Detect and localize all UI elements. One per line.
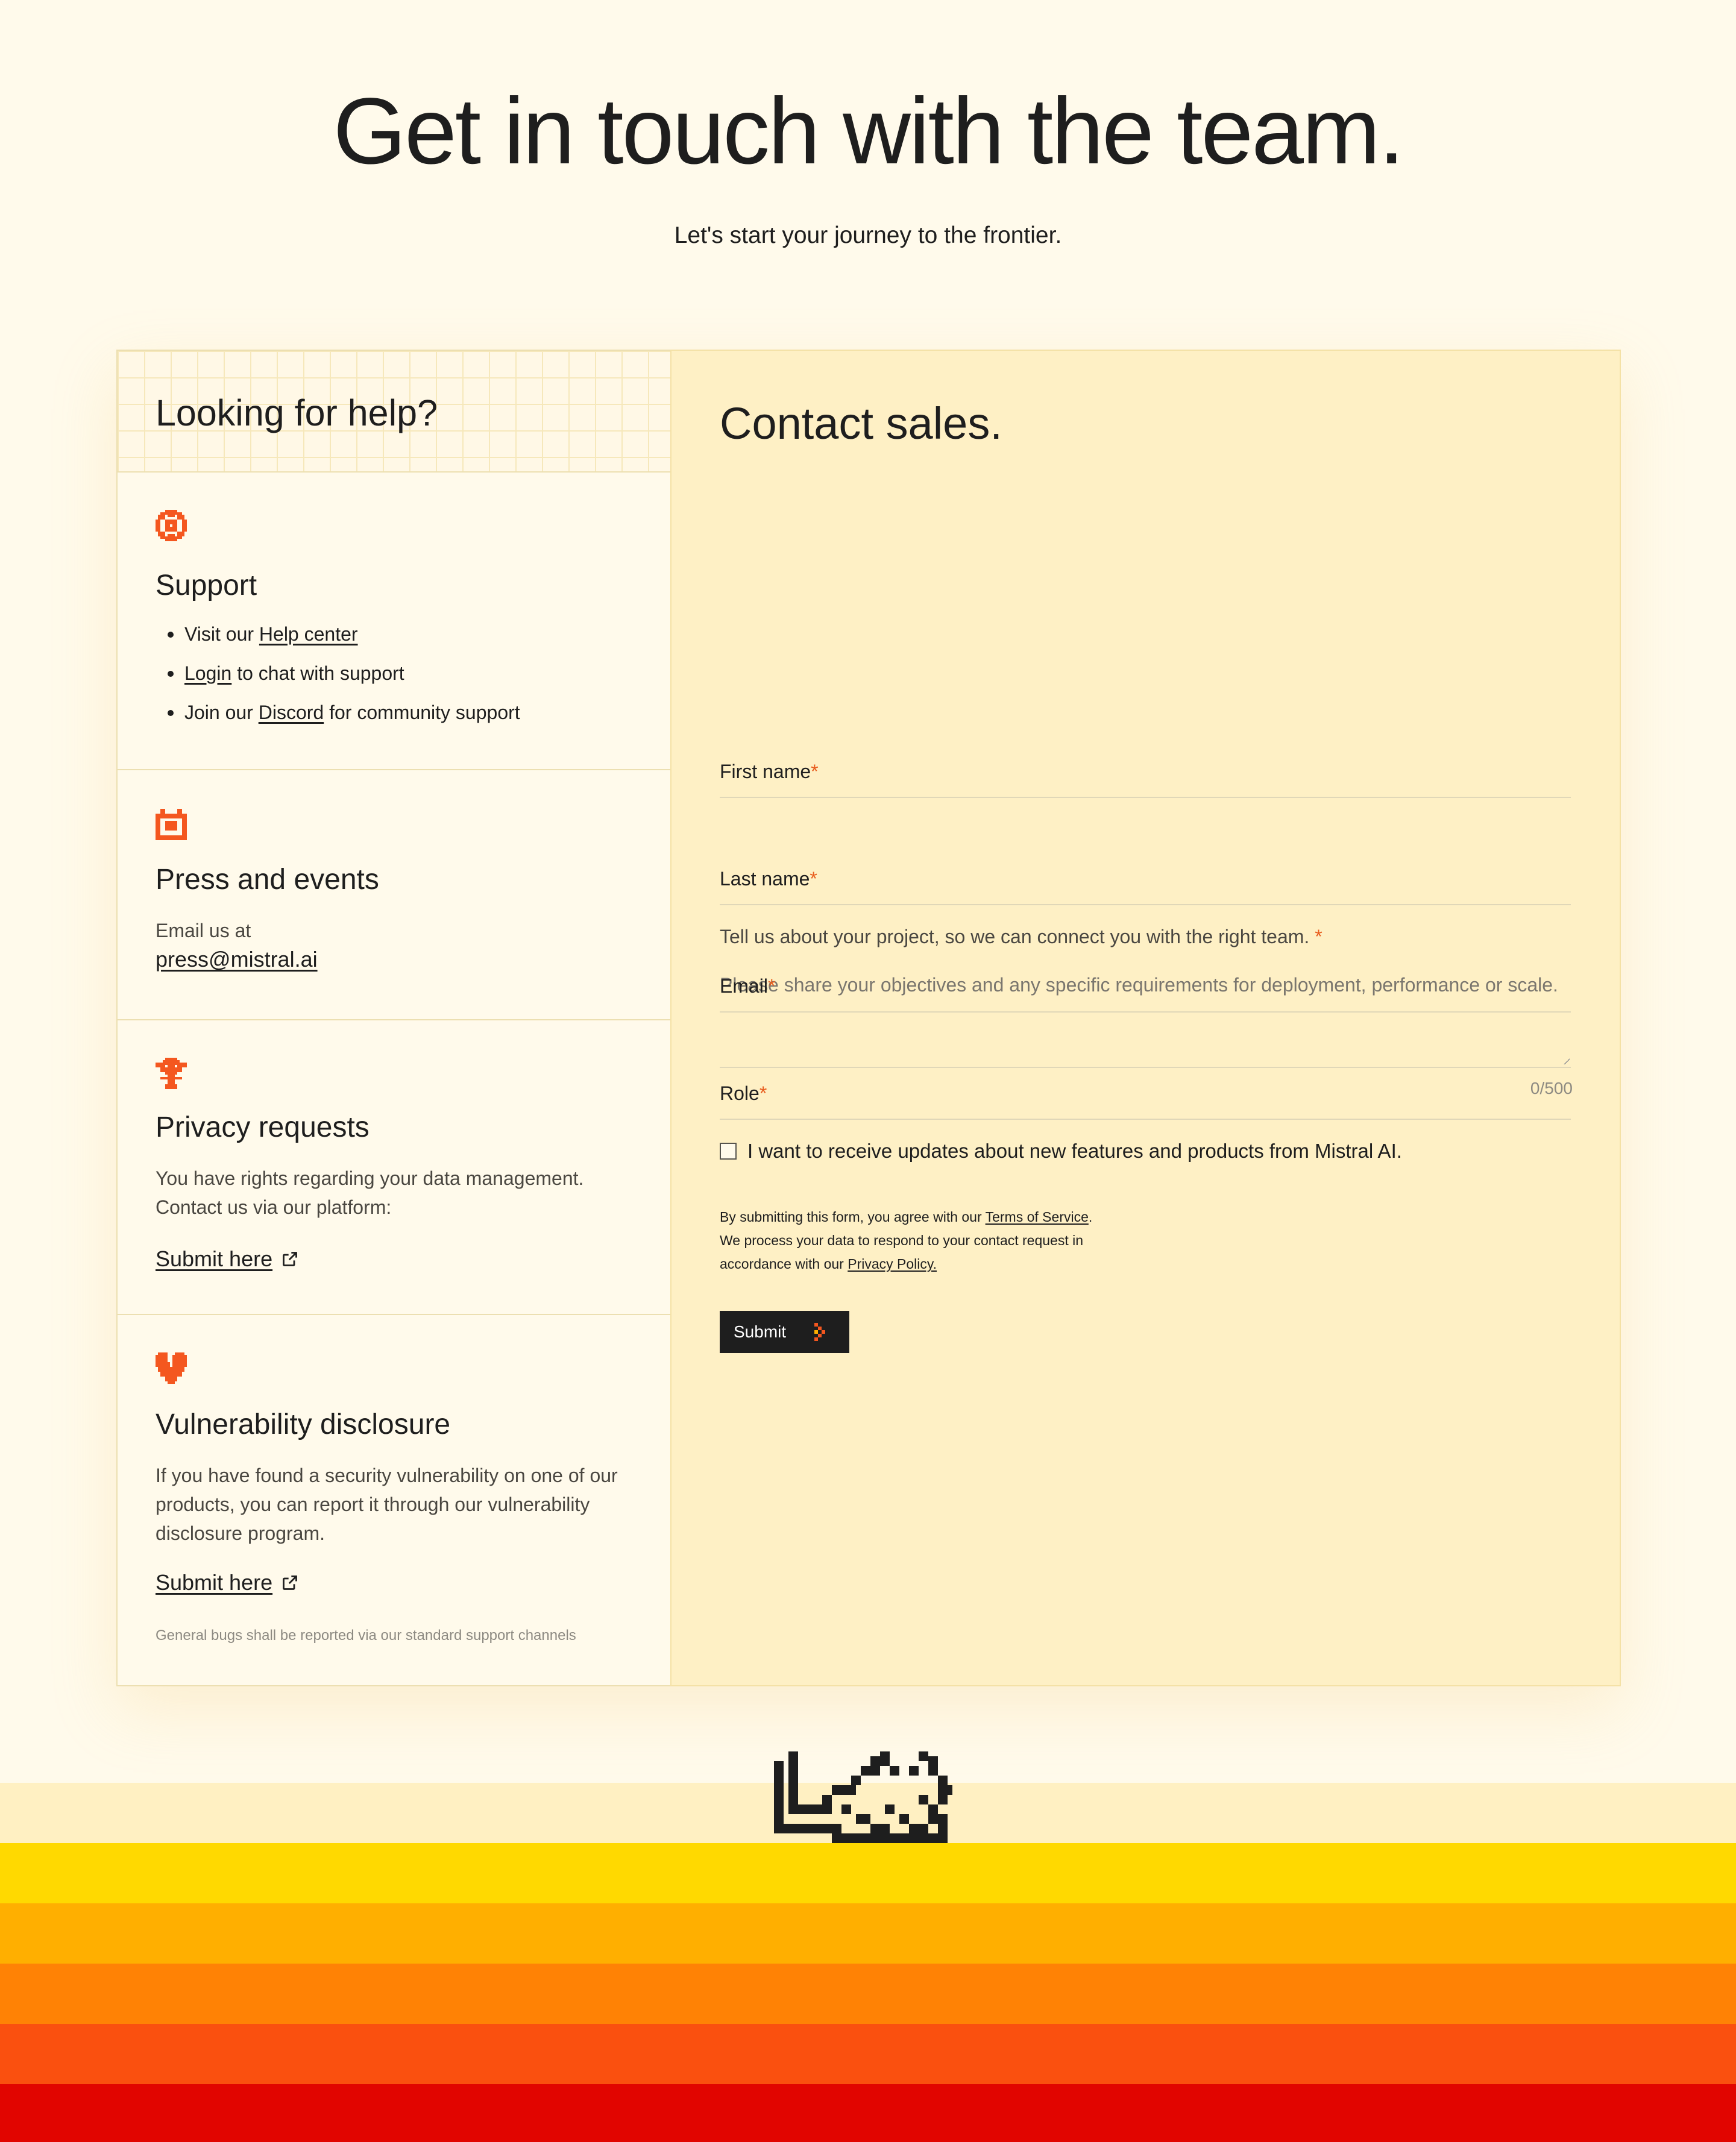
character-counter: 0/500 (1530, 1079, 1573, 1098)
list-item: Join our Discord for community support (156, 700, 520, 724)
help-heading: Looking for help? (156, 392, 438, 433)
vulnerability-title: Vulnerability disclosure (156, 1409, 451, 1440)
field-label: Role* (720, 1082, 767, 1104)
privacy-title: Privacy requests (156, 1111, 370, 1143)
bugs-note: General bugs shall be reported via our standard support channels (156, 1627, 576, 1644)
press-text: Email us at (156, 920, 251, 941)
login-link[interactable]: Login (184, 662, 232, 684)
field-input[interactable] (720, 1058, 1573, 1120)
external-link-icon (281, 1251, 298, 1267)
broken-heart-icon (156, 1352, 187, 1384)
privacy-policy-link[interactable]: Privacy Policy. (848, 1256, 937, 1272)
press-title: Press and events (156, 864, 379, 896)
field-label: First name* (720, 761, 819, 782)
discord-link[interactable]: Discord (258, 702, 324, 723)
legal-text: By submitting this form, you agree with our Terms of Service. We process your data to respond to your contact request in accordance with our Privacy Policy. (720, 1209, 1093, 1272)
field-label: Last name* (720, 868, 817, 890)
vulnerability-text: If you have found a security vulnerability on one of our products, you can report it through our vulnerability disclosure program. (156, 1465, 618, 1544)
field-label: Email* (720, 975, 776, 997)
form-title: Contact sales. (720, 398, 1002, 448)
updates-checkbox-row[interactable] (720, 1139, 1402, 1163)
updates-checkbox[interactable] (720, 1143, 737, 1160)
privacy-text: You have rights regarding your data management. Contact us via our platform: (156, 1167, 584, 1218)
updates-checkbox-label: I want to receive updates about new features and products from Mistral AI. (747, 1140, 1402, 1162)
page-subtitle: Let's start your journey to the frontier. (674, 222, 1062, 248)
last-name-field[interactable] (720, 844, 1571, 905)
shield-person-icon (156, 1058, 187, 1089)
project-label: Tell us about your project, so we can connect you with the right team. * (720, 926, 1322, 947)
role-field[interactable] (720, 1058, 1571, 1120)
contact-sales-form (670, 350, 1621, 1686)
support-section (118, 473, 671, 770)
stripe-4 (0, 1964, 1736, 2024)
pixel-cat-icon (774, 1750, 952, 1844)
terms-link[interactable]: Terms of Service (985, 1209, 1089, 1225)
help-header (118, 351, 671, 473)
tv-icon (156, 809, 187, 840)
support-list (156, 622, 520, 740)
field-input[interactable] (720, 737, 1573, 798)
press-section (118, 770, 671, 1020)
first-name-field[interactable] (720, 737, 1571, 798)
help-center-link[interactable]: Help center (259, 623, 358, 645)
external-link-icon (281, 1574, 298, 1591)
vulnerability-submit-link[interactable]: Submit here (156, 1569, 298, 1596)
press-email-link[interactable]: press@mistral.ai (156, 947, 318, 972)
field-input[interactable] (720, 844, 1573, 905)
vulnerability-section (118, 1315, 671, 1684)
privacy-submit-link[interactable]: Submit here (156, 1246, 298, 1272)
life-ring-icon (156, 510, 187, 541)
stripe-6 (0, 2084, 1736, 2142)
field-input[interactable] (720, 951, 1573, 1013)
stripe-5 (0, 2024, 1736, 2084)
support-title: Support (156, 570, 257, 601)
privacy-section (118, 1020, 671, 1315)
arrow-right-icon (814, 1323, 829, 1341)
stripe-2 (0, 1843, 1736, 1903)
contact-container (116, 350, 1620, 1685)
list-item: Visit our Help center (156, 622, 520, 646)
submit-button[interactable] (720, 1311, 849, 1353)
page-title: Get in touch with the team. (333, 79, 1403, 184)
help-panel (116, 350, 671, 1686)
email-field[interactable] (720, 951, 1571, 1013)
stripe-3 (0, 1903, 1736, 1964)
submit-label: Submit (734, 1322, 787, 1341)
list-item: Login to chat with support (156, 661, 520, 685)
